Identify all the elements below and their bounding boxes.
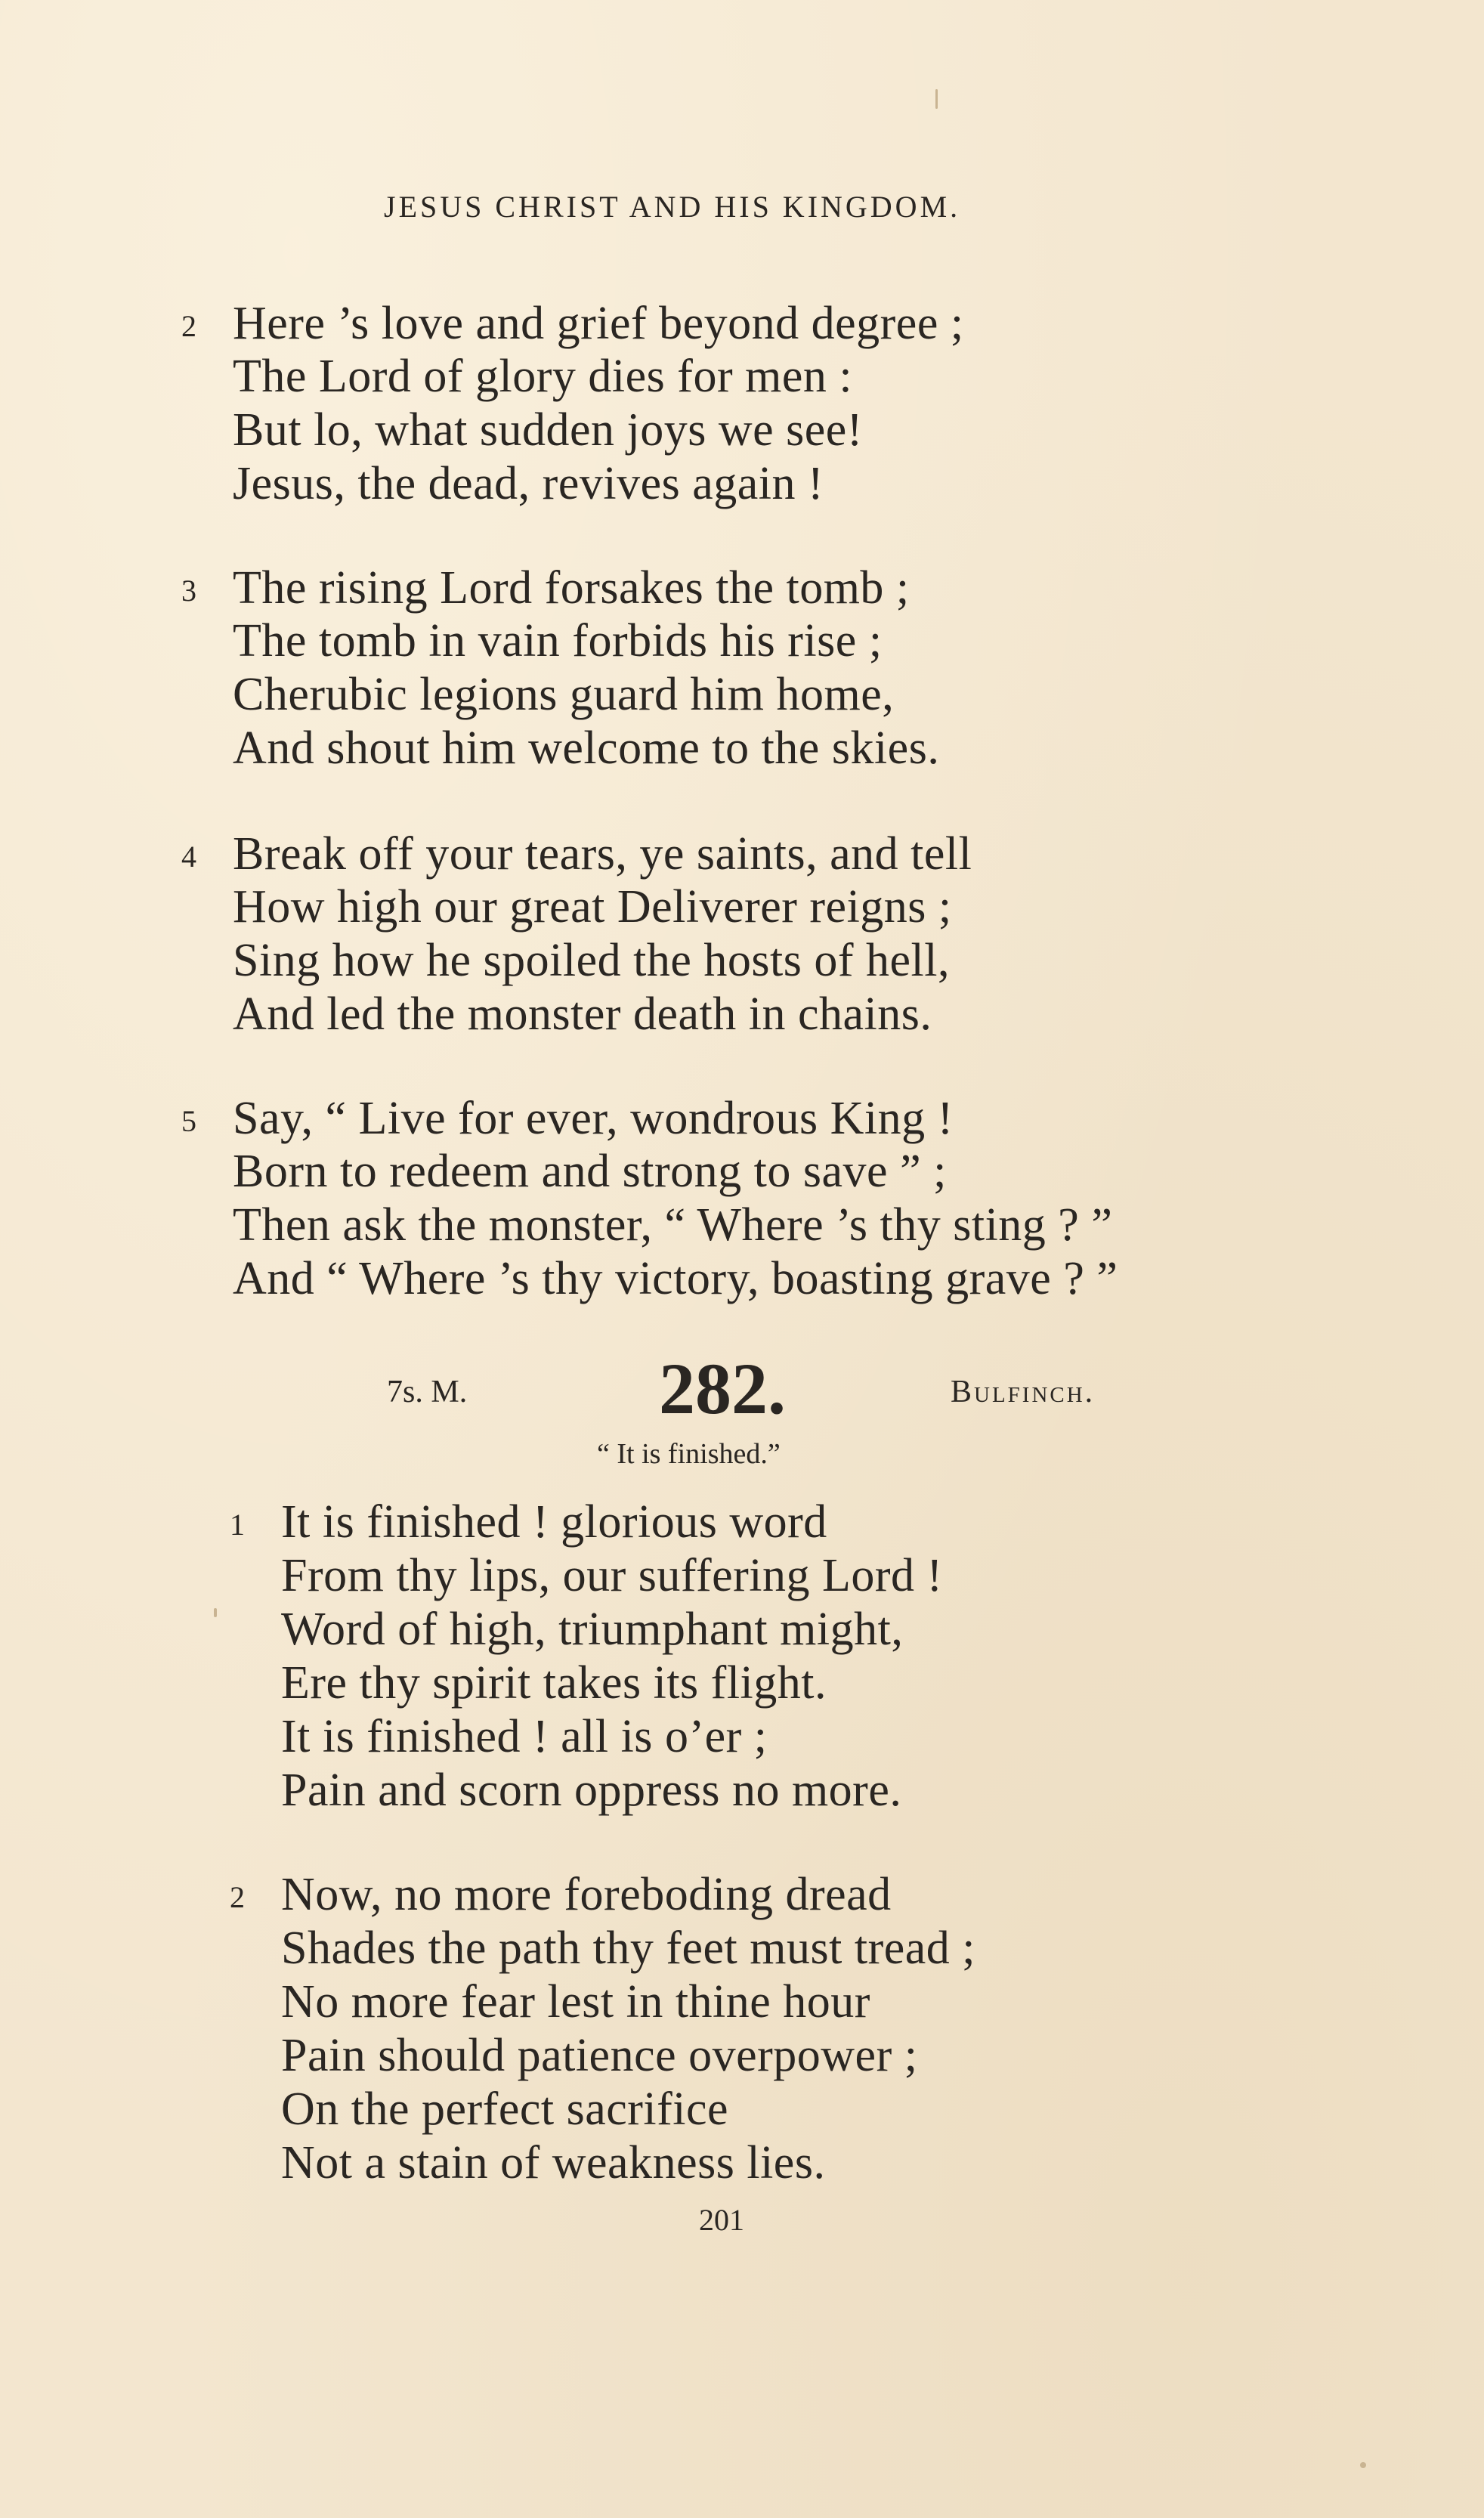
stanza-number: 2 <box>230 1880 245 1914</box>
paper-speck <box>214 1608 217 1617</box>
verse-line: Shades the path thy feet must tread ; <box>281 1923 975 1974</box>
hymn-subtitle: “ It is finished.” <box>597 1438 781 1470</box>
verse-line: Break off your tears, ye saints, and tell <box>233 828 972 880</box>
stanza-number: 1 <box>230 1508 245 1542</box>
verse-line: Say, “ Live for ever, wondrous King ! <box>233 1093 954 1144</box>
stanza-number: 5 <box>181 1104 196 1138</box>
verse-line: On the perfect sacrifice <box>281 2083 729 2135</box>
verse-line: Born to redeem and strong to save ” ; <box>233 1146 947 1197</box>
verse-line: How high our great Deliverer reigns ; <box>233 881 952 933</box>
verse-line: It is finished ! glorious word <box>281 1496 827 1548</box>
paper-mark <box>935 89 938 109</box>
verse-line: Pain and scorn oppress no more. <box>281 1765 902 1816</box>
stanza-number: 4 <box>181 840 196 874</box>
verse-line: From thy lips, our suffering Lord ! <box>281 1550 943 1601</box>
verse-line: And led the monster death in chains. <box>233 988 932 1040</box>
verse-line: Now, no more foreboding dread <box>281 1869 892 1920</box>
hymn-composer: Bulfinch. <box>951 1375 1096 1409</box>
verse-line: The Lord of glory dies for men : <box>233 351 853 402</box>
verse-line: It is finished ! all is o’er ; <box>281 1711 768 1762</box>
verse-line: Here ’s love and grief beyond degree ; <box>233 298 964 349</box>
stanza-number: 2 <box>181 309 196 343</box>
verse-line: The tomb in vain forbids his rise ; <box>233 615 883 667</box>
hymn-meter: 7s. M. <box>387 1375 468 1409</box>
verse-line: Sing how he spoiled the hosts of hell, <box>233 935 950 986</box>
paper-speck <box>1360 2462 1366 2468</box>
verse-line: The rising Lord forsakes the tomb ; <box>233 562 910 614</box>
hymn-number: 282. <box>659 1348 786 1429</box>
verse-line: Jesus, the dead, revives again ! <box>233 458 824 509</box>
verse-line: But lo, what sudden joys we see! <box>233 404 863 456</box>
verse-line: Cherubic legions guard him home, <box>233 669 895 720</box>
stanza-number: 3 <box>181 574 196 608</box>
verse-line: No more fear lest in thine hour <box>281 1976 870 2028</box>
verse-line: Not a stain of weakness lies. <box>281 2137 826 2189</box>
hymn-header <box>0 1348 1484 1429</box>
page-number: 201 <box>699 2203 744 2237</box>
verse-line: And “ Where ’s thy victory, boasting grave ? ” <box>233 1253 1118 1304</box>
verse-line: And shout him welcome to the skies. <box>233 722 940 774</box>
verse-line: Ere thy spirit takes its flight. <box>281 1657 827 1709</box>
verse-line: Pain should patience overpower ; <box>281 2030 918 2081</box>
verse-line: Word of high, triumphant might, <box>281 1604 904 1655</box>
running-head: JESUS CHRIST AND HIS KINGDOM. <box>384 190 961 224</box>
verse-line: Then ask the monster, “ Where ’s thy sting ? ” <box>233 1199 1113 1251</box>
